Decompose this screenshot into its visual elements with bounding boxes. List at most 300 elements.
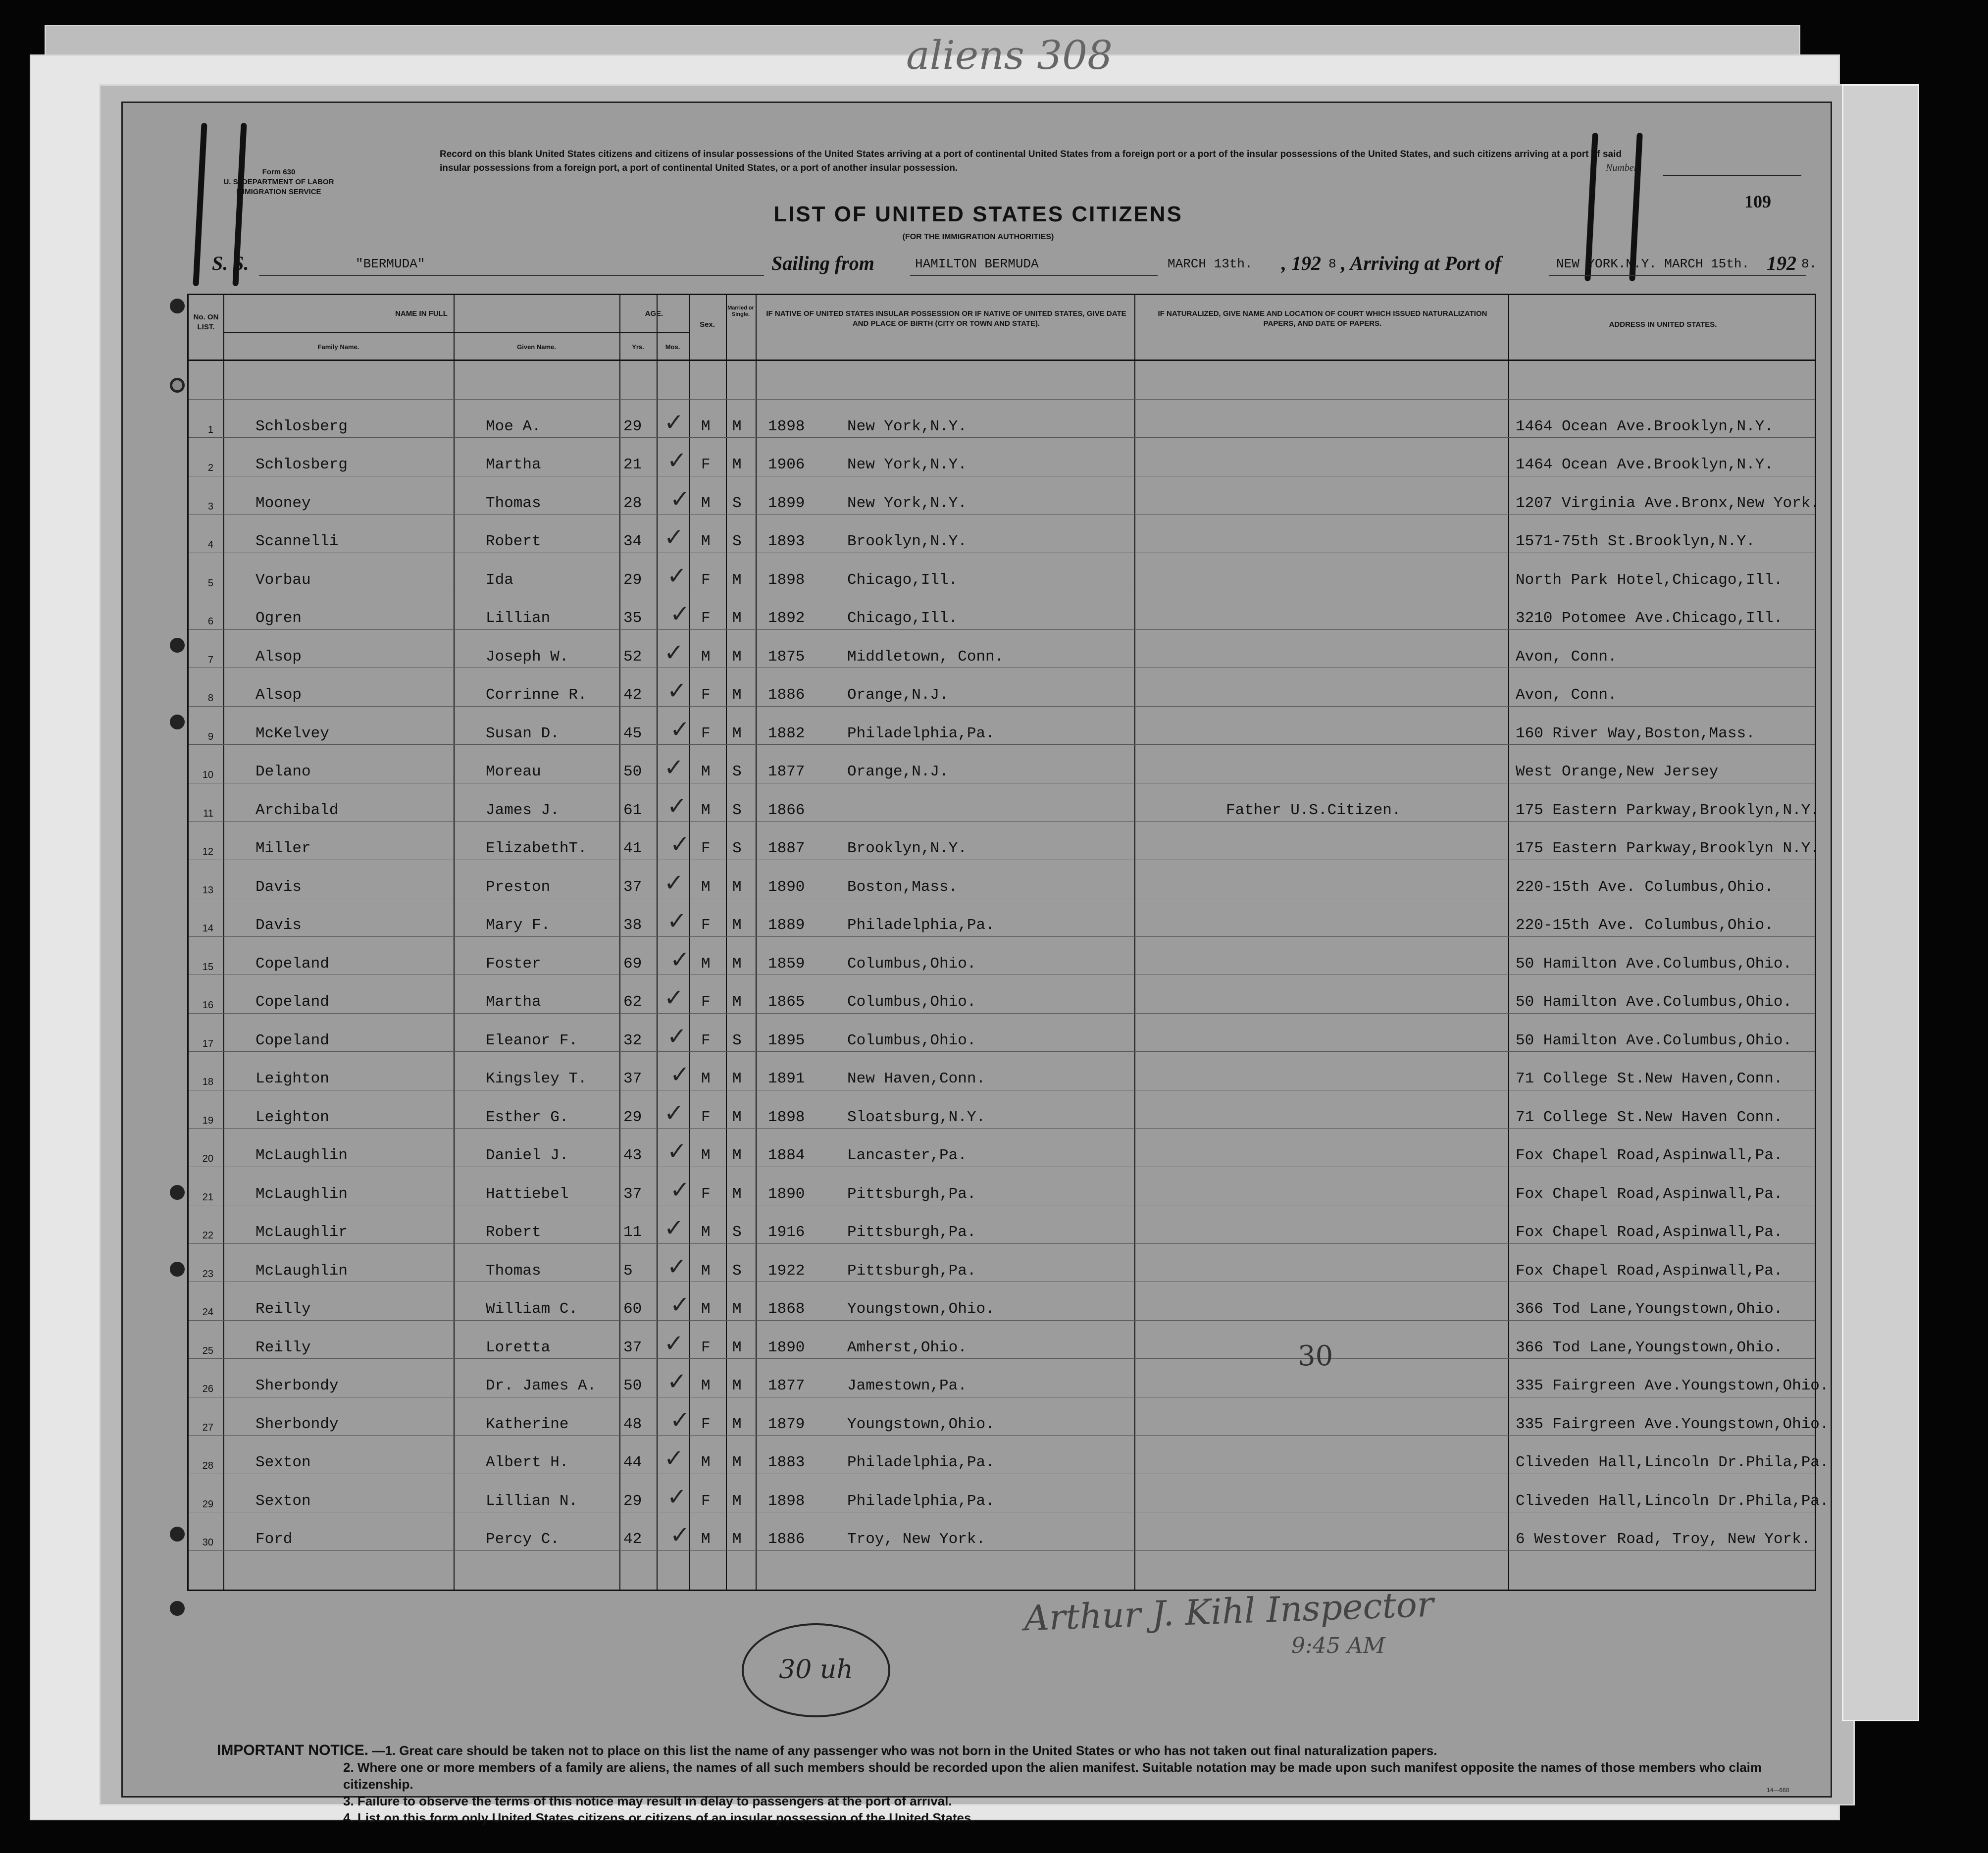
birth-place: Philadelphia,Pa. <box>847 917 995 934</box>
row-number: 29 <box>202 1498 213 1510</box>
row-number: 17 <box>202 1038 213 1049</box>
birth-year: 1916 <box>768 1224 805 1241</box>
age-years: 28 <box>623 494 642 512</box>
table-row <box>189 745 1815 783</box>
sex: M <box>701 1454 711 1471</box>
address: North Park Hotel,Chicago,Ill. <box>1516 571 1783 589</box>
given-name: Loretta <box>486 1338 551 1356</box>
address: 220-15th Ave. Columbus,Ohio. <box>1516 917 1774 934</box>
punch-hole <box>170 1601 185 1616</box>
birth-year: 1884 <box>768 1147 805 1164</box>
sailing-year: 8 <box>1328 257 1336 271</box>
row-number: 15 <box>202 961 213 973</box>
birth-place: Columbus,Ohio. <box>847 955 976 973</box>
birth-year: 1868 <box>768 1300 805 1318</box>
given-name: Lillian N. <box>486 1492 578 1510</box>
family-name: Davis <box>255 917 302 934</box>
family-name: Sexton <box>255 1454 311 1471</box>
table-row <box>189 1167 1815 1206</box>
age-years: 37 <box>623 1338 642 1356</box>
marital-status: M <box>732 724 742 742</box>
table-row <box>189 591 1815 630</box>
check-mark-icon: ✓ <box>664 523 684 551</box>
check-mark-icon: ✓ <box>667 562 687 590</box>
family-name: Reilly <box>255 1338 311 1356</box>
address: 71 College St.New Haven,Conn. <box>1516 1070 1783 1087</box>
sex: M <box>701 1377 711 1394</box>
row-number: 1 <box>207 424 213 435</box>
form-department: U. S. DEPARTMENT OF LABOR <box>223 178 334 186</box>
header-mos: Mos. <box>665 343 680 351</box>
family-name: McLaughlin <box>255 1262 348 1280</box>
family-name: Scannelli <box>255 533 339 550</box>
header-address: ADDRESS IN UNITED STATES. <box>1609 320 1717 329</box>
table-row <box>189 1090 1815 1129</box>
row-number: 24 <box>202 1307 213 1318</box>
age-years: 50 <box>623 763 642 780</box>
notice-item: 2. Where one or more members of a family are aliens, the names of all such members should be recorded upon the alien manifest. Suitable notation may be made upon such manifest opposite the names of those members who claim citizenship. <box>343 1760 1762 1792</box>
table-row <box>189 937 1815 976</box>
marital-status: S <box>732 763 742 780</box>
given-name: Susan D. <box>486 724 560 742</box>
marital-status: M <box>732 1454 742 1471</box>
instructions-text: Record on this blank United States citizens and citizens of insular possessions of the United States arriving at a port of continental United States from a foreign port or a port of the insular possessions of the United States, and such citizens arriving at a port of said insular possessions from a foreign port, a port of continental United States, or a port of another insular possession. <box>440 149 1622 173</box>
header-yrs: Yrs. <box>632 343 644 351</box>
notice-item: —1. Great care should be taken not to place on this list the name of any passenger who was not born in the United States or who has not taken out final naturalization papers. <box>372 1743 1437 1758</box>
age-years: 37 <box>623 878 642 896</box>
marital-status: M <box>732 610 742 627</box>
family-name: Leighton <box>255 1108 329 1126</box>
row-number: 4 <box>207 539 213 550</box>
age-years: 60 <box>623 1300 642 1318</box>
check-mark-icon: ✓ <box>667 792 687 820</box>
row-number: 30 <box>202 1537 213 1548</box>
birth-place: Youngstown,Ohio. <box>847 1300 995 1318</box>
birth-year: 1865 <box>768 993 805 1011</box>
sex: M <box>701 1070 711 1087</box>
row-number: 22 <box>202 1230 213 1241</box>
sex: F <box>701 1415 711 1433</box>
arriving-port: NEW YORK.N.Y. MARCH 15th. <box>1556 257 1750 271</box>
birth-place: Chicago,Ill. <box>847 610 958 627</box>
marital-status: S <box>732 1224 742 1241</box>
given-name: Thomas <box>486 1262 541 1280</box>
sex: M <box>701 1531 711 1548</box>
arriving-line <box>1549 275 1806 276</box>
sex: F <box>701 610 711 627</box>
family-name: Sherbondy <box>255 1415 339 1433</box>
marital-status: S <box>732 1031 742 1049</box>
sex: F <box>701 840 711 857</box>
birth-year: 1887 <box>768 840 805 857</box>
notice-item: 3. Failure to observe the terms of this notice may result in delay to passengers at the port of arrival. <box>343 1794 952 1808</box>
sex: M <box>701 648 711 666</box>
address: 160 River Way,Boston,Mass. <box>1516 724 1755 742</box>
header-sex: Sex. <box>700 320 715 329</box>
check-mark-icon: ✓ <box>664 1329 684 1357</box>
address: 1464 Ocean Ave.Brooklyn,N.Y. <box>1516 417 1774 435</box>
page-subtitle: (FOR THE IMMIGRATION AUTHORITIES) <box>902 233 1054 241</box>
birth-year: 1899 <box>768 494 805 512</box>
birth-place: Sloatsburg,N.Y. <box>847 1108 986 1126</box>
address: 175 Eastern Parkway,Brooklyn,N.Y. <box>1516 801 1820 819</box>
marital-status: M <box>732 1338 742 1356</box>
family-name: Sherbondy <box>255 1377 339 1394</box>
family-name: Copeland <box>255 993 329 1011</box>
table-row <box>189 1359 1829 1397</box>
age-years: 11 <box>623 1224 642 1241</box>
address: 366 Tod Lane,Youngstown,Ohio. <box>1516 1338 1783 1356</box>
table-row <box>189 1244 1815 1283</box>
birth-place: Jamestown,Pa. <box>847 1377 967 1394</box>
birth-year: 1877 <box>768 1377 805 1394</box>
age-years: 43 <box>623 1147 642 1164</box>
family-name: Ford <box>255 1531 293 1548</box>
family-name: Reilly <box>255 1300 311 1318</box>
marital-status: M <box>732 648 742 666</box>
table-row <box>189 630 1815 669</box>
address: 366 Tod Lane,Youngstown,Ohio. <box>1516 1300 1783 1318</box>
row-number: 14 <box>202 923 213 934</box>
birth-year: 1893 <box>768 533 805 550</box>
check-mark-icon: ✓ <box>664 1444 684 1472</box>
birth-year: 1886 <box>768 686 805 704</box>
marital-status: M <box>732 955 742 973</box>
birth-place: New York,N.Y. <box>847 494 967 512</box>
marital-status: M <box>732 1300 742 1318</box>
family-name: Archibald <box>255 801 339 819</box>
table-row <box>189 1512 1815 1551</box>
important-notice <box>217 1742 1801 1826</box>
header-birth: IF NATIVE OF UNITED STATES INSULAR POSSESSION OR IF NATIVE OF UNITED STATES, GIVE DATE AND PLACE OF BIRTH (CITY OR TOWN AND STATE). <box>766 309 1126 328</box>
check-mark-icon: ✓ <box>667 677 687 705</box>
row-number: 5 <box>207 577 213 589</box>
birth-place: Troy, New York. <box>847 1531 986 1548</box>
age-years: 37 <box>623 1070 642 1087</box>
check-mark-icon: ✓ <box>667 1137 687 1165</box>
given-name: ElizabethT. <box>486 840 587 857</box>
manifest-table <box>187 294 1829 1591</box>
marital-status: M <box>732 1377 742 1394</box>
given-name: Ida <box>486 571 513 589</box>
check-mark-icon: ✓ <box>667 1483 687 1511</box>
row-number: 18 <box>202 1077 213 1087</box>
row-number: 12 <box>202 846 213 857</box>
birth-place: Columbus,Ohio. <box>847 1031 976 1049</box>
manifest-page <box>121 102 1832 1825</box>
row-number: 7 <box>207 654 213 666</box>
table-row <box>189 1282 1815 1321</box>
sex: M <box>701 878 711 896</box>
marital-status: M <box>732 1531 742 1548</box>
family-name: Delano <box>255 763 311 780</box>
given-name: Joseph W. <box>486 648 569 666</box>
age-years: 50 <box>623 1377 642 1394</box>
address: 175 Eastern Parkway,Brooklyn N.Y. <box>1516 840 1820 857</box>
marital-status: S <box>732 801 742 819</box>
family-name: Miller <box>255 840 311 857</box>
family-name: Schlosberg <box>255 456 348 473</box>
signature-time: 9:45 AM <box>1291 1633 1385 1658</box>
address: 50 Hamilton Ave.Columbus,Ohio. <box>1516 993 1792 1011</box>
row-number: 28 <box>202 1460 213 1471</box>
age-years: 42 <box>623 686 642 704</box>
birth-year: 1892 <box>768 610 805 627</box>
sex: F <box>701 1031 711 1049</box>
table-row <box>189 1052 1815 1090</box>
birth-year: 1898 <box>768 417 805 435</box>
address: Fox Chapel Road,Aspinwall,Pa. <box>1516 1185 1783 1203</box>
check-mark-icon: ✓ <box>670 485 690 513</box>
birth-place: Middletown, Conn. <box>847 648 1004 666</box>
header-age: AGE. <box>645 309 663 318</box>
family-name: McLaughlin <box>255 1147 348 1164</box>
sailing-label: Sailing from <box>771 252 874 274</box>
address: Avon, Conn. <box>1516 648 1617 666</box>
sex: F <box>701 1108 711 1126</box>
sex: F <box>701 993 711 1011</box>
age-years: 35 <box>623 610 642 627</box>
given-name: Daniel J. <box>486 1147 569 1164</box>
given-name: Moe A. <box>486 417 541 435</box>
check-mark-icon: ✓ <box>670 715 690 743</box>
birth-place: Chicago,Ill. <box>847 571 958 589</box>
address: 335 Fairgreen Ave.Youngstown,Ohio. <box>1516 1377 1829 1394</box>
address: 220-15th Ave. Columbus,Ohio. <box>1516 878 1774 896</box>
age-years: 29 <box>623 571 642 589</box>
table-row <box>189 1397 1829 1436</box>
given-name: Foster <box>486 955 541 973</box>
age-years: 29 <box>623 1492 642 1510</box>
age-years: 61 <box>623 801 642 819</box>
birth-year: 1875 <box>768 648 805 666</box>
birth-place: New York,N.Y. <box>847 417 967 435</box>
given-name: James J. <box>486 801 560 819</box>
check-mark-icon: ✓ <box>670 1291 690 1319</box>
age-years: 45 <box>623 724 642 742</box>
check-mark-icon: ✓ <box>664 1099 684 1127</box>
handwritten-scrawl: aliens 308 <box>906 32 1113 78</box>
table-row <box>189 1129 1815 1167</box>
address: 1571-75th St.Brooklyn,N.Y. <box>1516 533 1755 550</box>
given-name: Albert H. <box>486 1454 569 1471</box>
age-years: 5 <box>623 1262 633 1280</box>
given-name: Lillian <box>486 610 551 627</box>
sex: F <box>701 1185 711 1203</box>
given-name: Eleanor F. <box>486 1031 578 1049</box>
birth-place: Boston,Mass. <box>847 878 958 896</box>
table-row <box>189 438 1815 476</box>
address: 6 Westover Road, Troy, New York. <box>1516 1531 1811 1548</box>
address: Fox Chapel Road,Aspinwall,Pa. <box>1516 1224 1783 1241</box>
table-row <box>189 553 1815 592</box>
row-number: 13 <box>202 884 213 896</box>
check-mark-icon: ✓ <box>664 754 684 781</box>
address: 50 Hamilton Ave.Columbus,Ohio. <box>1516 955 1792 973</box>
birth-year: 1898 <box>768 571 805 589</box>
sex: M <box>701 1147 711 1164</box>
birth-year: 1898 <box>768 1108 805 1126</box>
age-years: 21 <box>623 456 642 473</box>
marital-status: M <box>732 417 742 435</box>
sex: M <box>701 1262 711 1280</box>
sex: M <box>701 801 711 819</box>
row-number: 26 <box>202 1384 213 1394</box>
sailing-from: HAMILTON BERMUDA <box>915 257 1039 271</box>
check-mark-icon: ✓ <box>670 1176 690 1204</box>
check-mark-icon: ✓ <box>670 945 690 974</box>
check-mark-icon: ✓ <box>667 1022 687 1050</box>
punch-hole <box>170 1185 185 1200</box>
marital-status: M <box>732 456 742 473</box>
birth-place: Orange,N.J. <box>847 763 949 780</box>
birth-year: 1922 <box>768 1262 805 1280</box>
birth-year: 1877 <box>768 763 805 780</box>
ship-line <box>212 252 1826 276</box>
table-row <box>189 822 1820 860</box>
punch-hole <box>170 299 185 313</box>
family-name: Schlosberg <box>255 417 348 435</box>
given-name: Hattiebel <box>486 1185 569 1203</box>
age-years: 62 <box>623 993 642 1011</box>
marital-status: M <box>732 1070 742 1087</box>
notice-title: IMPORTANT NOTICE. <box>217 1742 369 1758</box>
birth-place: Philadelphia,Pa. <box>847 1492 995 1510</box>
check-mark-icon: ✓ <box>667 1368 687 1395</box>
table-row-blank <box>189 1551 1815 1590</box>
check-mark-icon: ✓ <box>667 907 687 935</box>
sex: M <box>701 1224 711 1241</box>
address: West Orange,New Jersey <box>1516 763 1719 780</box>
number-label: Number <box>1606 162 1638 173</box>
birth-place: Pittsburgh,Pa. <box>847 1185 976 1203</box>
sex: M <box>701 1300 711 1318</box>
given-name: Mary F. <box>486 917 551 934</box>
given-name: Martha <box>486 456 541 473</box>
age-years: 29 <box>623 1108 642 1126</box>
ship-name-line <box>259 275 764 276</box>
check-mark-icon: ✓ <box>670 1061 690 1088</box>
birth-place: Pittsburgh,Pa. <box>847 1262 976 1280</box>
form-number: Form 630 <box>262 168 296 176</box>
punch-hole <box>170 1262 185 1277</box>
birth-place: Amherst,Ohio. <box>847 1338 967 1356</box>
birth-place: Philadelphia,Pa. <box>847 724 995 742</box>
sex: M <box>701 417 711 435</box>
marital-status: M <box>732 917 742 934</box>
address: 1464 Ocean Ave.Brooklyn,N.Y. <box>1516 456 1774 473</box>
table-row <box>189 783 1820 822</box>
family-name: Ogren <box>255 610 302 627</box>
sex: F <box>701 686 711 704</box>
naturalization: Father U.S.Citizen. <box>1226 801 1401 819</box>
family-name: McLaughlin <box>255 1185 348 1203</box>
form-identifier <box>197 167 360 197</box>
row-number: 23 <box>202 1268 213 1280</box>
birth-place: Brooklyn,N.Y. <box>847 533 967 550</box>
marital-status: S <box>732 494 742 512</box>
table-row <box>189 1014 1815 1052</box>
given-name: Preston <box>486 878 551 896</box>
birth-place: Philadelphia,Pa. <box>847 1454 995 1471</box>
given-name: Martha <box>486 993 541 1011</box>
family-name: Copeland <box>255 1031 329 1049</box>
birth-place: Orange,N.J. <box>847 686 949 704</box>
age-years: 48 <box>623 1415 642 1433</box>
page-number: 109 <box>1744 192 1771 211</box>
marital-status: M <box>732 878 742 896</box>
year-prefix: , 192 <box>1281 252 1321 274</box>
row-number: 10 <box>202 770 213 780</box>
row-number: 11 <box>203 808 213 819</box>
marital-status: M <box>732 1147 742 1164</box>
row-number: 16 <box>202 1000 213 1011</box>
table-row <box>189 400 1815 438</box>
address: Fox Chapel Road,Aspinwall,Pa. <box>1516 1262 1783 1280</box>
marital-status: S <box>732 533 742 550</box>
table-row-blank <box>189 361 1815 400</box>
given-name: Thomas <box>486 494 541 512</box>
table-row <box>189 1205 1815 1244</box>
sex: F <box>701 1338 711 1356</box>
age-years: 69 <box>623 955 642 973</box>
marital-status: M <box>732 686 742 704</box>
table-row <box>189 1436 1829 1474</box>
check-mark-icon: ✓ <box>667 1252 687 1281</box>
address: 50 Hamilton Ave.Columbus,Ohio. <box>1516 1031 1792 1049</box>
check-mark-icon: ✓ <box>664 984 684 1012</box>
check-mark-icon: ✓ <box>664 638 684 667</box>
given-name: Percy C. <box>486 1531 560 1548</box>
given-name: Robert <box>486 1224 541 1241</box>
marital-status: M <box>732 1492 742 1510</box>
birth-place: Lancaster,Pa. <box>847 1147 967 1164</box>
table-row <box>189 707 1815 745</box>
age-years: 41 <box>623 840 642 857</box>
birth-year: 1866 <box>768 801 805 819</box>
family-name: Alsop <box>255 648 302 666</box>
birth-year: 1882 <box>768 724 805 742</box>
sex: M <box>701 533 711 550</box>
given-name: Dr. James A. <box>486 1377 597 1394</box>
header-family-name: Family Name. <box>317 343 359 351</box>
background-sheet-edge <box>1842 84 1919 1721</box>
birth-year: 1879 <box>768 1415 805 1433</box>
birth-year: 1883 <box>768 1454 805 1471</box>
arrival-year: 8. <box>1801 257 1817 271</box>
row-number: 6 <box>207 616 213 627</box>
given-name: Corrinne R. <box>486 686 587 704</box>
age-years: 32 <box>623 1031 642 1049</box>
family-name: Alsop <box>255 686 302 704</box>
family-name: Davis <box>255 878 302 896</box>
sex: M <box>701 955 711 973</box>
header-given-name: Given Name. <box>517 343 556 351</box>
marital-status: M <box>732 1108 742 1126</box>
marital-status: S <box>732 1262 742 1280</box>
age-years: 52 <box>623 648 642 666</box>
family-name: Sexton <box>255 1492 311 1510</box>
check-mark-icon: ✓ <box>670 1406 690 1434</box>
table-row <box>189 898 1815 937</box>
row-number: 21 <box>202 1191 213 1203</box>
sailing-line <box>910 275 1158 276</box>
address: 335 Fairgreen Ave.Youngstown,Ohio. <box>1516 1415 1829 1433</box>
check-mark-icon: ✓ <box>667 447 687 474</box>
number-line <box>1663 175 1801 176</box>
given-name: Robert <box>486 533 541 550</box>
address: Cliveden Hall,Lincoln Dr.Phila,Pa. <box>1516 1492 1829 1510</box>
